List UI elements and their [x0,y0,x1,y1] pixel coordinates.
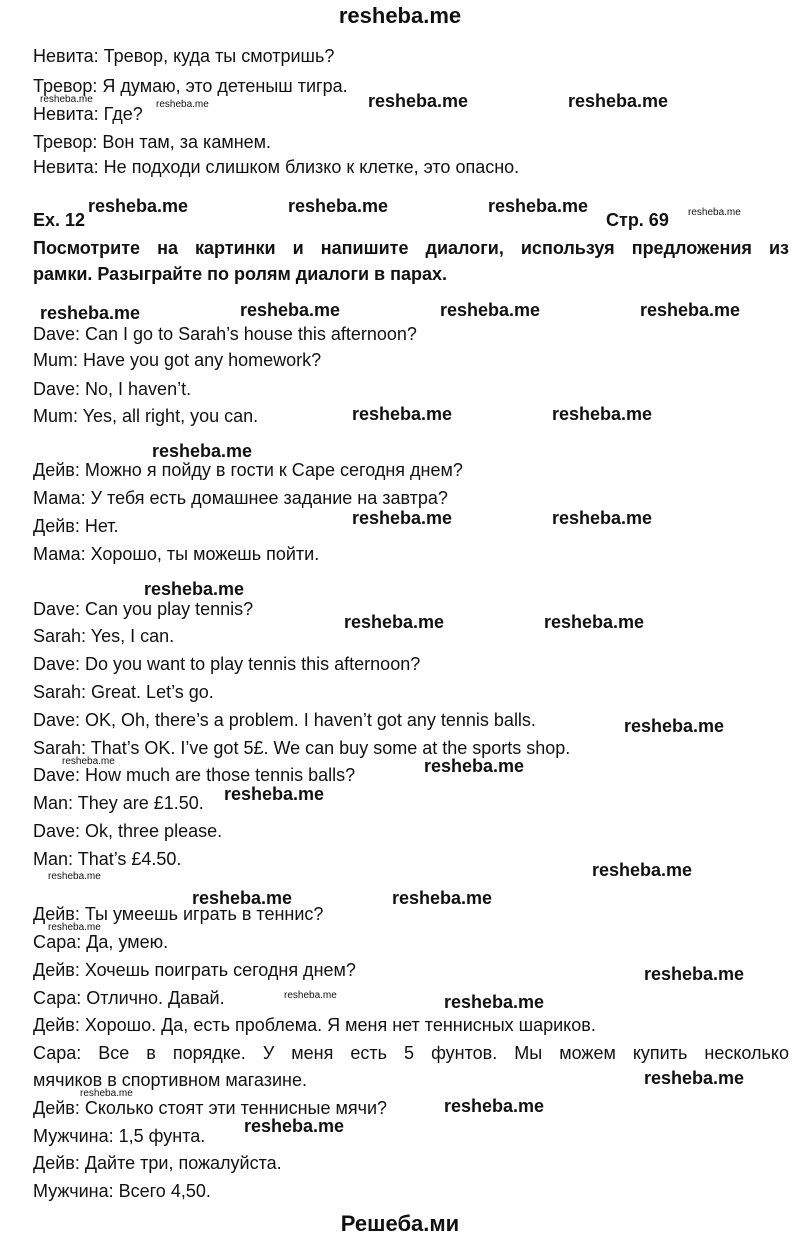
watermark: resheba.me [88,196,189,216]
watermark: resheba.me [144,579,245,599]
watermark: resheba.me [644,1068,745,1088]
watermark: resheba.me [568,91,669,111]
watermark: resheba.me [640,300,741,320]
watermark: resheba.me [624,716,725,736]
dialog-line: Мужчина: 1,5 фунта. [33,1126,206,1146]
dialog-line: Сара: Все в порядке. У меня есть 5 фунтов. Мы можем купить несколько [33,1043,789,1063]
watermark: resheba.me [240,300,341,320]
dialog-line: Dave: No, I haven’t. [33,379,192,399]
watermark: resheba.me [444,992,545,1012]
dialog-line: Dave: Ok, three please. [33,821,223,841]
dialog-line: Мама: Хорошо, ты можешь пойти. [33,544,320,564]
dialog-line: Дейв: Нет. [33,516,119,536]
dialog-line: Dave: Can I go to Sarah’s house this afternoon? [33,324,417,344]
watermark-small: resheba.me [48,871,101,882]
watermark: resheba.me [552,404,653,424]
dialog-line: Man: They are £1.50. [33,793,204,813]
page-number: Стр. 69 [606,210,669,230]
site-header: resheba.me [338,3,462,28]
watermark: resheba.me [344,612,445,632]
watermark: resheba.me [224,784,325,804]
dialog-line: мячиков в спортивном магазине. [33,1070,307,1090]
dialog-line: Man: That’s £4.50. [33,849,182,869]
text-line: Невита: Не подходи слишком близко к клетке, это опасно. [33,157,520,177]
exercise-instruction: Посмотрите на картинки и напишите диалоги, используя предложения из [33,238,789,258]
watermark: resheba.me [552,508,653,528]
dialog-line: Сара: Отлично. Давай. [33,988,225,1008]
text-line: Невита: Тревор, куда ты смотришь? [33,46,335,66]
text-line: Тревор: Я думаю, это детеныш тигра. [33,76,348,96]
watermark: resheba.me [244,1116,345,1136]
watermark: resheba.me [544,612,645,632]
dialog-line: Дейв: Дайте три, пожалуйста. [33,1153,282,1173]
dialog-line: Dave: Can you play tennis? [33,599,254,619]
watermark-small: resheba.me [40,94,93,105]
watermark: resheba.me [592,860,693,880]
dialog-line: Dave: How much are those tennis balls? [33,765,356,785]
exercise-number: Ex. 12 [33,210,86,230]
dialog-line: Дейв: Хочешь поиграть сегодня днем? [33,960,356,980]
watermark-small: resheba.me [80,1088,133,1099]
dialog-line: Dave: Do you want to play tennis this afternoon? [33,654,421,674]
dialog-line: Dave: OK, Oh, there’s a problem. I haven’t got any tennis balls. [33,710,536,730]
exercise-instruction: рамки. Разыграйте по ролям диалоги в парах. [33,264,447,284]
text-line: Тревор: Вон там, за камнем. [33,132,272,152]
watermark-small: resheba.me [62,756,115,767]
dialog-line: Дейв: Хорошо. Да, есть проблема. Я меня нет теннисных шариков. [33,1015,596,1035]
watermark: resheba.me [444,1096,545,1116]
watermark: resheba.me [392,888,493,908]
dialog-line: Mum: Yes, all right, you can. [33,406,259,426]
watermark-small: resheba.me [48,922,101,933]
dialog-line: Sarah: That’s OK. I’ve got 5£. We can buy some at the sports shop. [33,738,571,758]
watermark: resheba.me [488,196,589,216]
watermark: resheba.me [424,756,525,776]
dialog-line: Sarah: Great. Let’s go. [33,682,214,702]
watermark: resheba.me [352,508,453,528]
watermark-small: resheba.me [688,207,741,218]
dialog-line: Мужчина: Всего 4,50. [33,1181,211,1201]
dialog-line: Мама: У тебя есть домашнее задание на завтра? [33,488,448,508]
dialog-line: Дейв: Можно я пойду в гости к Саре сегодня днем? [33,460,463,480]
dialog-line: Sarah: Yes, I can. [33,626,175,646]
watermark: resheba.me [440,300,541,320]
watermark-small: resheba.me [156,99,209,110]
dialog-line: Дейв: Ты умеешь играть в теннис? [33,904,324,924]
dialog-line: Mum: Have you got any homework? [33,350,322,370]
watermark: resheba.me [644,964,745,984]
text-line: Невита: Где? [33,104,143,124]
watermark: resheba.me [40,303,141,323]
watermark: resheba.me [352,404,453,424]
watermark: resheba.me [368,91,469,111]
watermark-small: resheba.me [284,990,337,1001]
dialog-line: Дейв: Сколько стоят эти теннисные мячи? [33,1098,388,1118]
site-footer: Решеба.ми [340,1211,460,1236]
watermark: resheba.me [288,196,389,216]
watermark: resheba.me [192,888,293,908]
dialog-line: Сара: Да, умею. [33,932,169,952]
watermark: resheba.me [152,441,253,461]
